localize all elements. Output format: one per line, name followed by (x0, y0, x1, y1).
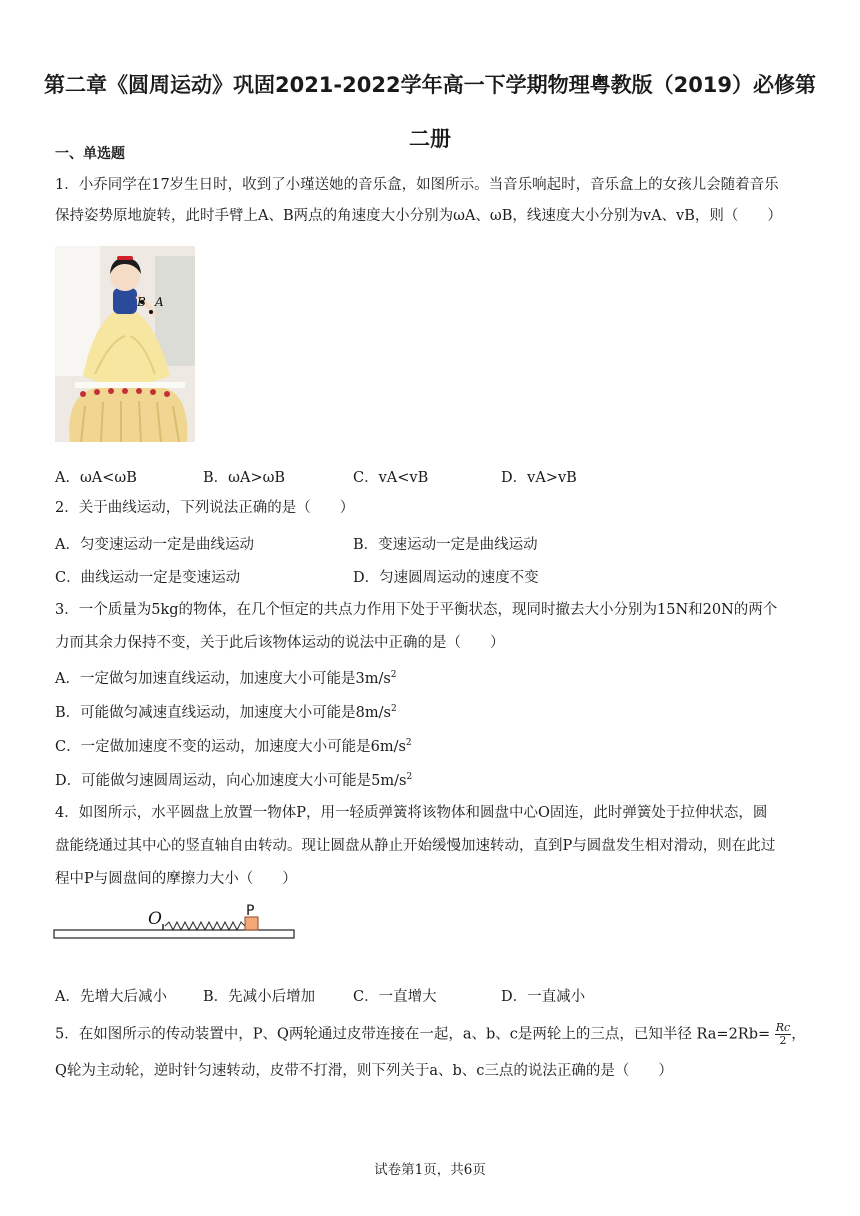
spring-disc-diagram (53, 900, 298, 942)
page-footer: 试卷第1页，共6页 (374, 1162, 486, 1178)
q4-option-c: C．一直增大 (353, 989, 437, 1005)
title-line-1: 第二章《圆周运动》巩固2021-2022学年高一下学期物理粤教版（2019）必修第 (43, 73, 817, 97)
q2-option-c: C．曲线运动一定是变速运动 (55, 570, 241, 586)
music-box-photo (55, 246, 195, 442)
q5-line-1: 5．在如图所示的传动装置中，P、Q两轮通过皮带连接在一起，a、b、c是两轮上的三点，已知半径 Ra=2Rb= $\frac{Rc}{2}$ ， (55, 1021, 806, 1047)
section-heading: 一、单选题 (55, 146, 125, 162)
q1-option-b: B．ωA>ωB (203, 470, 286, 486)
q1-option-c: C．vA<vB (353, 470, 429, 486)
q2-option-d: D．匀速圆周运动的速度不变 (353, 570, 539, 586)
q5-line-2: Q轮为主动轮，逆时针匀速转动，皮带不打滑，则下列关于a、b、c三点的说法正确的是（ ） (55, 1063, 673, 1079)
title-line-2: 二册 (409, 127, 451, 151)
q1-line-2: 保持姿势原地旋转，此时手臂上A、B两点的角速度大小分别为ωA、ωB，线速度大小分别为vA、vB，则（ ） (55, 208, 782, 224)
q4-option-a: A．先增大后减小 (55, 989, 167, 1005)
q3-option-b: B．可能做匀减速直线运动，加速度大小可能是$8m/s^2$ (55, 704, 397, 721)
diagram-label-o: O (148, 909, 162, 929)
document-title (40, 58, 820, 166)
q2-option-a: A．匀变速运动一定是曲线运动 (55, 537, 254, 553)
q1-line-1: 1．小乔同学在17岁生日时，收到了小瑾送她的音乐盒，如图所示。当音乐响起时，音乐盒上的女孩儿会随着音乐 (55, 177, 779, 193)
radius-fraction: $\frac{Rc}{2}$ (775, 1021, 791, 1047)
photo-label-a: A (155, 295, 164, 309)
q3-line-1: 3．一个质量为5kg的物体，在几个恒定的共点力作用下处于平衡状态，现同时撤去大小分别为15N和20N的两个 (55, 602, 778, 618)
diagram-label-p: P (246, 903, 255, 919)
q4-option-b: B．先减小后增加 (203, 989, 316, 1005)
q1-option-d: D．vA>vB (501, 470, 577, 486)
q4-option-d: D．一直减小 (501, 989, 586, 1005)
q2-option-b: B．变速运动一定是曲线运动 (353, 537, 538, 553)
q1-option-a: A．ωA<ωB (55, 470, 137, 486)
q3-line-2: 力而其余力保持不变，关于此后该物体运动的说法中正确的是（ ） (55, 635, 505, 651)
q4-line-3: 程中P与圆盘间的摩擦力大小（ ） (55, 871, 297, 887)
q3-option-c: C．一定做加速度不变的运动，加速度大小可能是$6m/s^2$ (55, 738, 412, 755)
q3-option-a: A．一定做匀加速直线运动，加速度大小可能是$3m/s^2$ (55, 670, 397, 687)
q4-line-2: 盘能绕通过其中心的竖直轴自由转动。现让圆盘从静止开始缓慢加速转动，直到P与圆盘发生相对滑动，则在此过 (55, 838, 776, 854)
q4-line-1: 4．如图所示，水平圆盘上放置一物体P，用一轻质弹簧将该物体和圆盘中心O固连，此时弹簧处于拉伸状态，圆 (55, 805, 768, 821)
photo-label-b: B (137, 295, 146, 309)
q2-stem: 2．关于曲线运动，下列说法正确的是（ ） (55, 500, 355, 516)
q3-option-d: D．可能做匀速圆周运动，向心加速度大小可能是$5m/s^2$ (55, 772, 413, 789)
